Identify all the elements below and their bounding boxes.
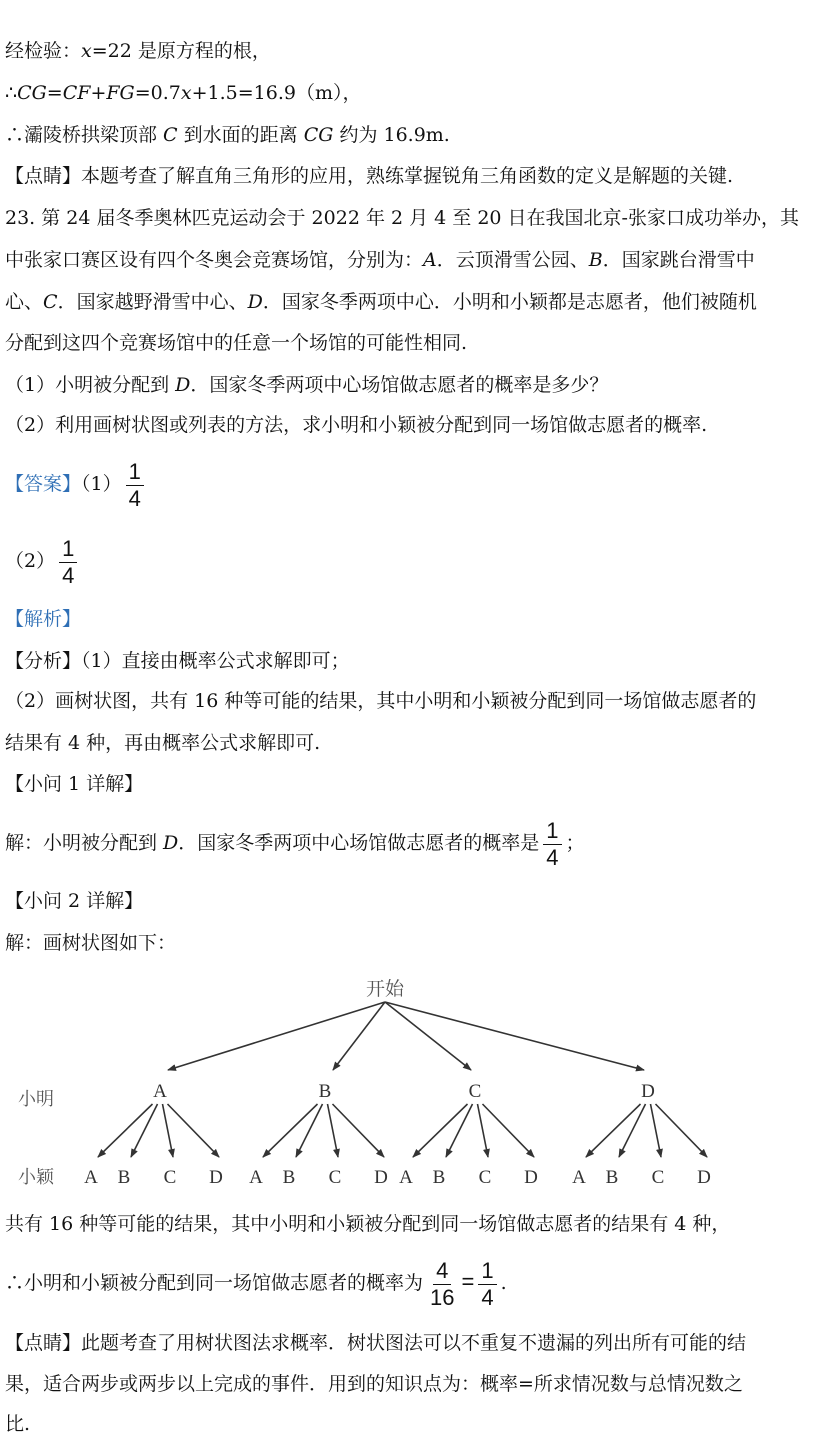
line-verify: 经检验：x=22 是原方程的根， [5,40,271,62]
tree-level1-label: 小明 [18,1089,54,1110]
tree-root-label: 开始 [365,978,405,1000]
analysis-tag: 【解析】 [5,608,82,630]
line-part1-heading: 【小问 1 详解】 [5,773,144,795]
tree-node-xiaoming: B [318,1081,332,1102]
tree-node-xiaoming: D [641,1081,655,1102]
tree-branch-arrow [483,1104,535,1157]
answer-line-1: 【答案】（1） $\frac{1}{4}$ [5,458,148,511]
tree-node-xiaoying: B [605,1167,619,1188]
line-fenxi-2a: （2）画树状图，共有 16 种等可能的结果，其中小明和小颖被分配到同一场馆做志愿者的 [5,690,757,712]
fraction-1-4: $\frac{1}{4}$ [59,537,77,588]
tree-node-xiaoying: B [432,1167,446,1188]
tree-node-xiaoying: C [328,1167,342,1188]
tree-node-xiaoying: C [478,1167,492,1188]
line-venues-3: 分配到这四个竞赛场馆中的任意一个场馆的可能性相同. [5,332,468,354]
line-venues-2: 心、C．国家越野滑雪中心、D．国家冬季两项中心．小明和小颖都是志愿者，他们被随机 [5,291,757,313]
answer-line-2: （2） $\frac{1}{4}$ [5,535,81,588]
tree-branch-arrow [333,1002,385,1070]
tree-node-xiaoying: A [572,1167,586,1188]
tree-branch-arrow [168,1002,385,1070]
line-fenxi: 【分析】（1）直接由概率公式求解即可； [5,650,350,672]
tree-node-xiaoying: C [163,1167,177,1188]
tree-node-xiaoying: A [399,1167,413,1188]
line-dianjing-1: 【点睛】本题考查了解直角三角形的应用，熟练掌握锐角三角函数的定义是解题的关键. [5,165,734,187]
line-bridge-conclusion: ∴灞陵桥拱梁顶部 C 到水面的距离 CG 约为 16.9m. [5,124,450,146]
tree-branch-arrow [163,1104,174,1157]
line-dianjing-2b: 果，适合两步或两步以上完成的事件．用到的知识点为：概率=所求情况数与总情况数之 [5,1373,743,1395]
fraction-1-4: $\frac{1}{4}$ [126,460,144,511]
tree-node-xiaoying: A [249,1167,263,1188]
tree-diagram [0,968,840,1198]
line-fenxi-2b: 结果有 4 种，再由概率公式求解即可. [5,732,321,754]
tree-branch-arrow [478,1104,489,1157]
line-part2-intro: 解：画树状图如下： [5,932,177,954]
tree-node-xiaoming: C [468,1081,482,1102]
tree-node-xiaoming: A [153,1081,167,1102]
line-sub-question-1: （1）小明被分配到 D．国家冬季两项中心场馆做志愿者的概率是多少？ [5,374,609,396]
tree-node-xiaoying: D [209,1167,223,1188]
tree-level2-label: 小颖 [18,1167,54,1188]
line-sub-question-2: （2）利用画树状图或列表的方法，求小明和小颖被分配到同一场馆做志愿者的概率. [5,414,708,436]
tree-node-xiaoying: C [651,1167,665,1188]
tree-branch-arrow [656,1104,708,1157]
tree-node-xiaoying: D [524,1167,538,1188]
line-venues-1: 中张家口赛区设有四个冬奥会竞赛场馆，分别为：A．云顶滑雪公园、B．国家跳台滑雪中 [5,249,755,271]
fraction-4-16: $\frac{4}{16}$ [430,1257,455,1310]
line-question-23: 23. 第 24 届冬季奥林匹克运动会于 2022 年 2 月 4 至 20 日在我国北京-张家口成功举办，其 [5,207,799,229]
tree-node-xiaoying: D [374,1167,388,1188]
line-final-probability: ∴小明和小颖被分配到同一场馆做志愿者的概率为 $\frac{4}{16}$ = $\frac{1}{4}$ . [5,1257,507,1310]
tree-node-xiaoying: A [84,1167,98,1188]
tree-node-xiaoying: B [117,1167,131,1188]
line-part2-heading: 【小问 2 详解】 [5,890,144,912]
tree-branch-arrow [385,1002,644,1070]
line-cg-equation: ∴CG=CF+FG=0.7x+1.5=16.9（m）， [5,82,362,104]
tree-branch-arrow [328,1104,339,1157]
line-dianjing-2a: 【点睛】此题考查了用树状图法求概率．树状图法可以不重复不遗漏的列出所有可能的结 [5,1332,747,1354]
line-dianjing-2c: 比. [5,1413,31,1435]
fraction-1-4: $\frac{1}{4}$ [543,819,561,870]
tree-branch-arrow [168,1104,220,1157]
line-part1-solution: 解：小明被分配到 D．国家冬季两项中心场馆做志愿者的概率是 $\frac{1}{4}$ ； [5,817,585,870]
tree-node-xiaoying: D [697,1167,711,1188]
tree-branch-arrow [651,1104,662,1157]
tree-branch-arrow [385,1002,471,1070]
fraction-1-4: $\frac{1}{4}$ [478,1259,496,1310]
tree-node-xiaoying: B [282,1167,296,1188]
tree-branch-arrow [333,1104,385,1157]
line-result-count: 共有 16 种等可能的结果，其中小明和小颖被分配到同一场馆做志愿者的结果有 4 种， [5,1213,731,1235]
answer-tag: 【答案】 [5,473,82,495]
